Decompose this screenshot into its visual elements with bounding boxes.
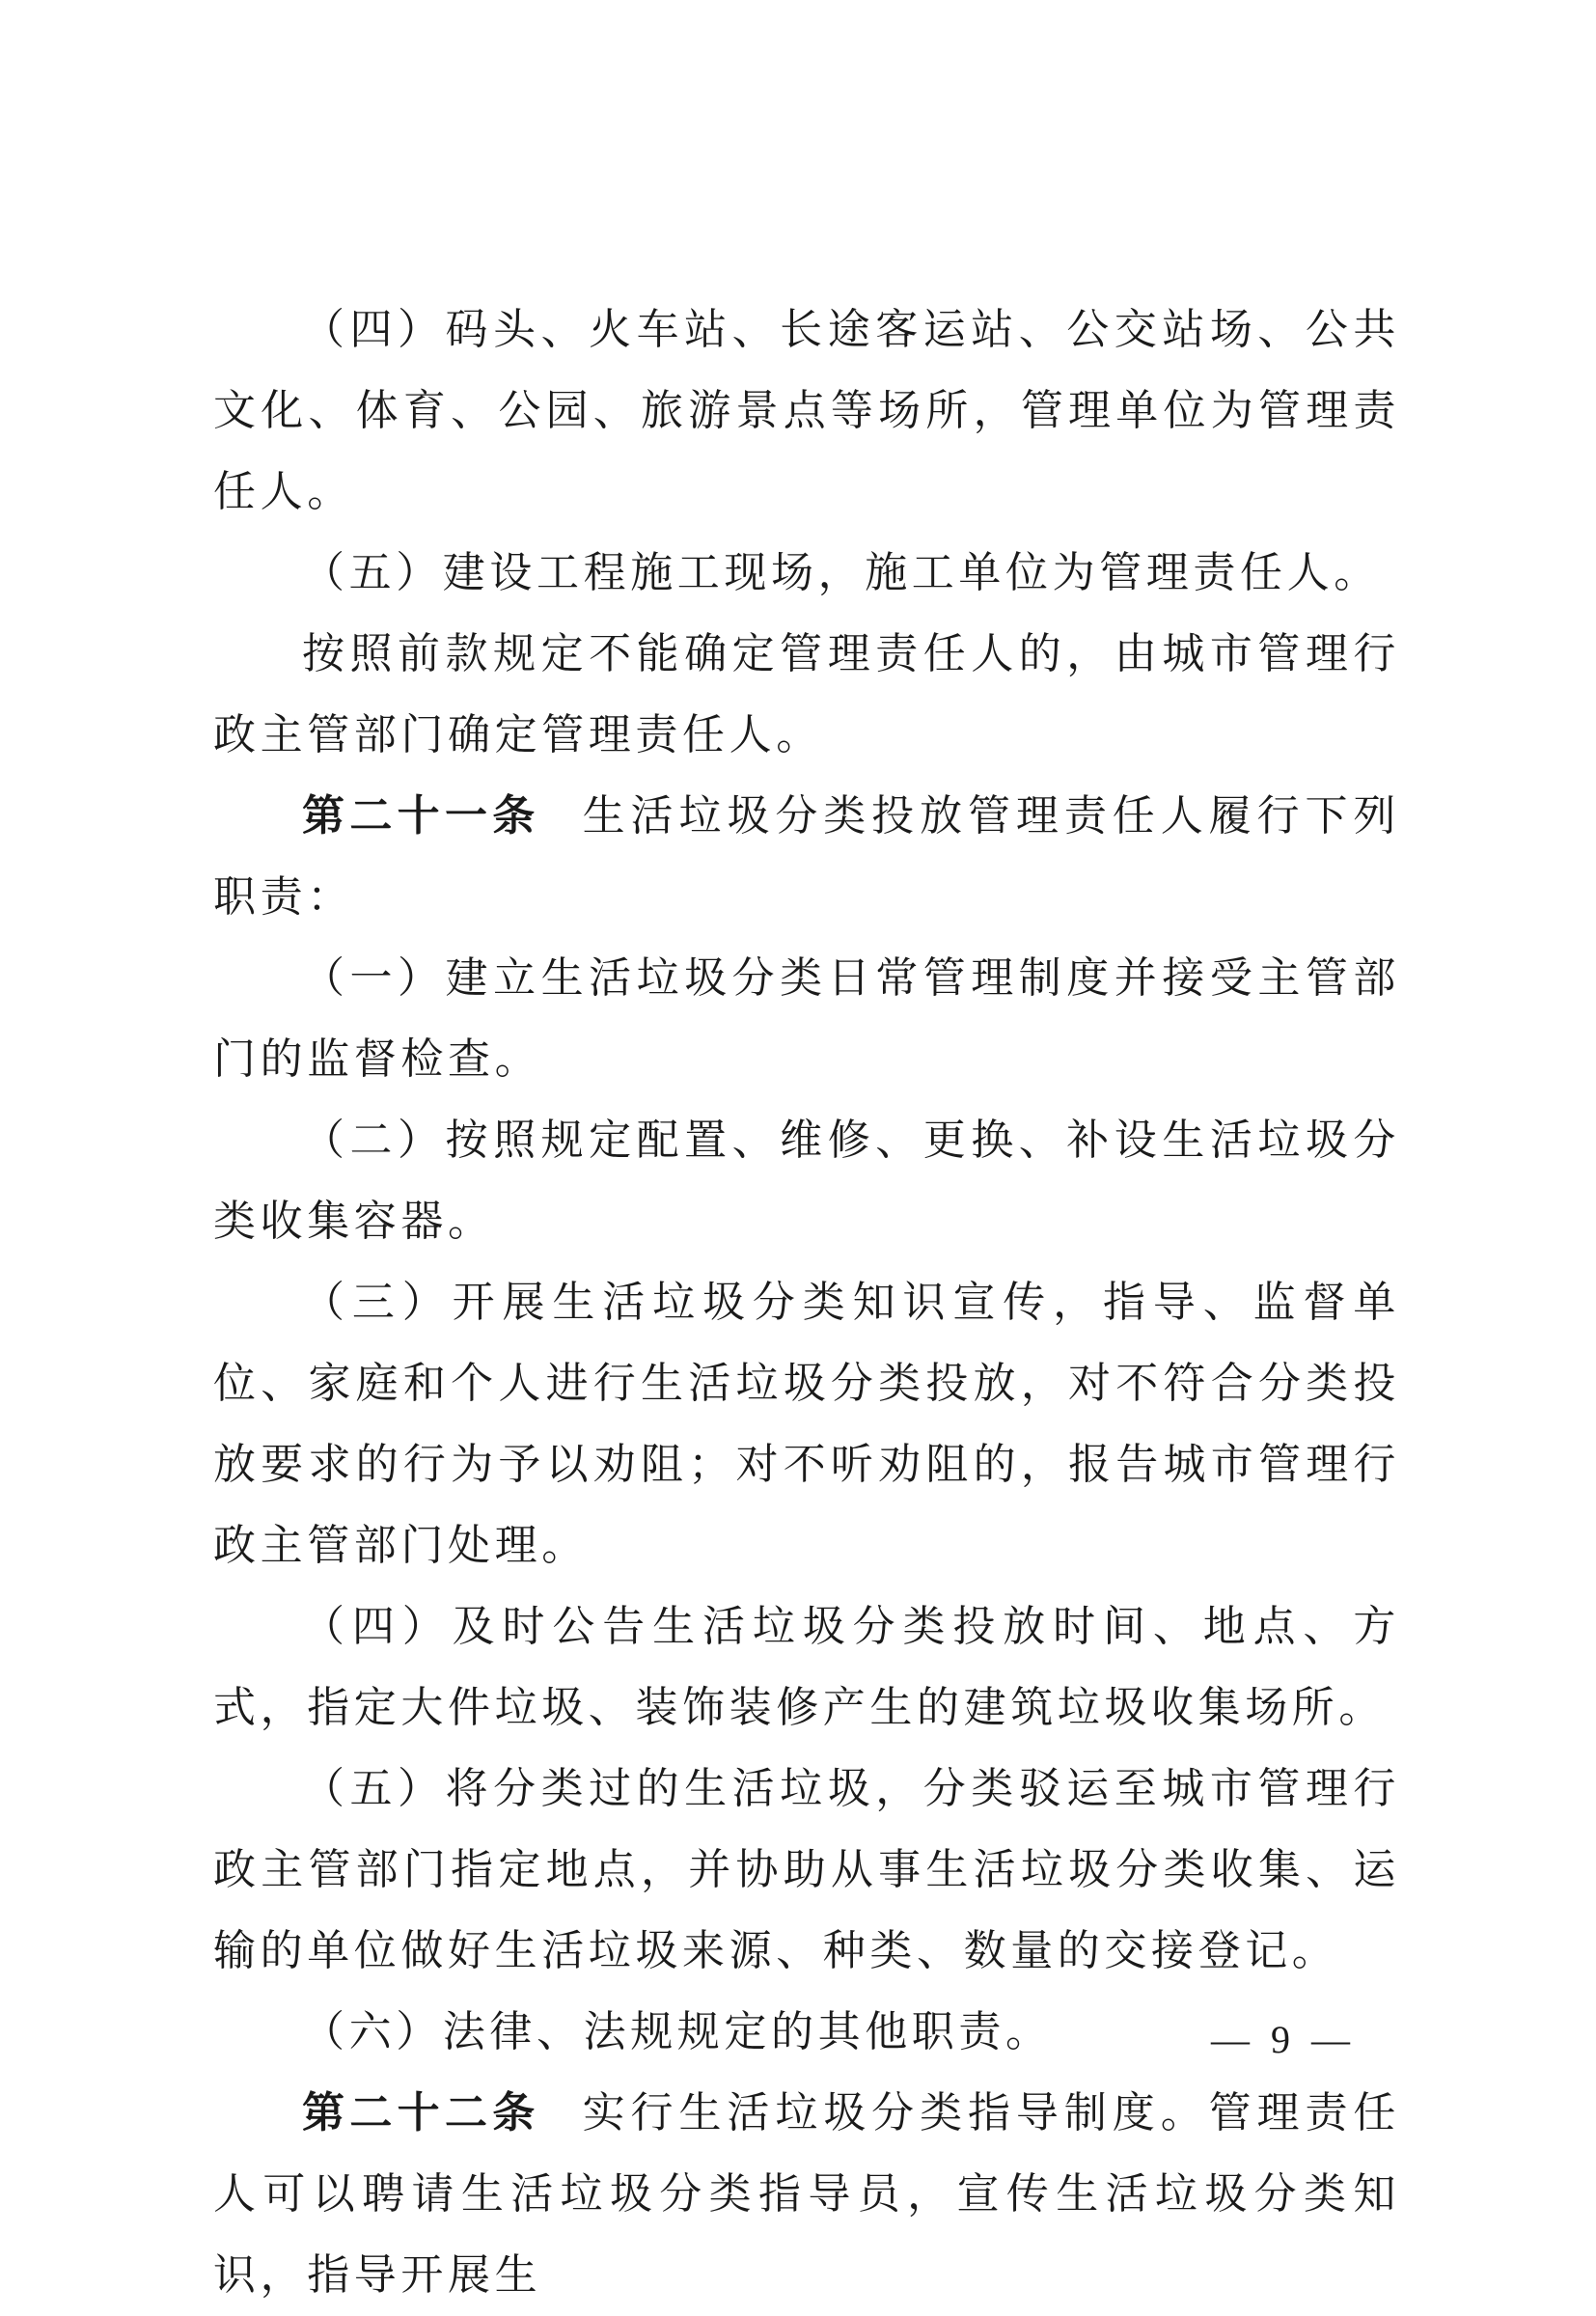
duty-item-1 — [213, 938, 1400, 1100]
paragraph-item-4-venues — [213, 290, 1400, 533]
paragraph-text: （二）按照规定配置、维修、更换、补设生活垃圾分类收集容器。 — [213, 1116, 1400, 1246]
duty-item-5 — [213, 1749, 1400, 1992]
duty-item-2 — [213, 1100, 1400, 1262]
paragraph-text: 生活垃圾分类投放管理责任人履行下列职责： — [213, 791, 1401, 922]
paragraph-text: （五）将分类过的生活垃圾，分类驳运至城市管理行政主管部门指定地点，并协助从事生活垃圾分类收集、运输的单位做好生活垃圾来源、种类、数量的交接登记。 — [213, 1764, 1400, 1975]
paragraph-text: （三）开展生活垃圾分类知识宣传，指导、监督单位、家庭和个人进行生活垃圾分类投放，对不符合分类投放要求的行为予以劝阻；对不听劝阻的，报告城市管理行政主管部门处理。 — [213, 1278, 1400, 1570]
paragraph-text: （五）建设工程施工现场，施工单位为管理责任人。 — [302, 548, 1381, 597]
paragraph-undetermined-responsibility — [213, 614, 1400, 776]
article-title: 第二十二条 — [302, 2088, 540, 2137]
paragraph-text: （六）法律、法规规定的其他职责。 — [302, 2007, 1053, 2056]
page-number: — 9 — — [1211, 2018, 1356, 2061]
paragraph-text: （一）建立生活垃圾分类日常管理制度并接受主管部门的监督检查。 — [213, 953, 1400, 1084]
article-title: 第二十一条 — [302, 791, 540, 841]
paragraph-text: （四）及时公告生活垃圾分类投放时间、地点、方式，指定大件垃圾、装饰装修产生的建筑垃圾收集场所。 — [213, 1602, 1400, 1732]
duty-item-4 — [213, 1586, 1400, 1749]
article-21 — [213, 776, 1400, 938]
duty-item-3 — [213, 1262, 1400, 1586]
paragraph-item-5-construction — [213, 533, 1400, 614]
paragraph-text: （四）码头、火车站、长途客运站、公交站场、公共文化、体育、公园、旅游景点等场所，管理单位为管理责任人。 — [213, 305, 1400, 516]
article-22 — [213, 2073, 1400, 2316]
document-body — [213, 290, 1400, 2316]
paragraph-text: 实行生活垃圾分类指导制度。管理责任人可以聘请生活垃圾分类指导员，宣传生活垃圾分类知识，指导开展生 — [213, 2088, 1401, 2300]
paragraph-text: 按照前款规定不能确定管理责任人的，由城市管理行政主管部门确定管理责任人。 — [213, 629, 1400, 759]
